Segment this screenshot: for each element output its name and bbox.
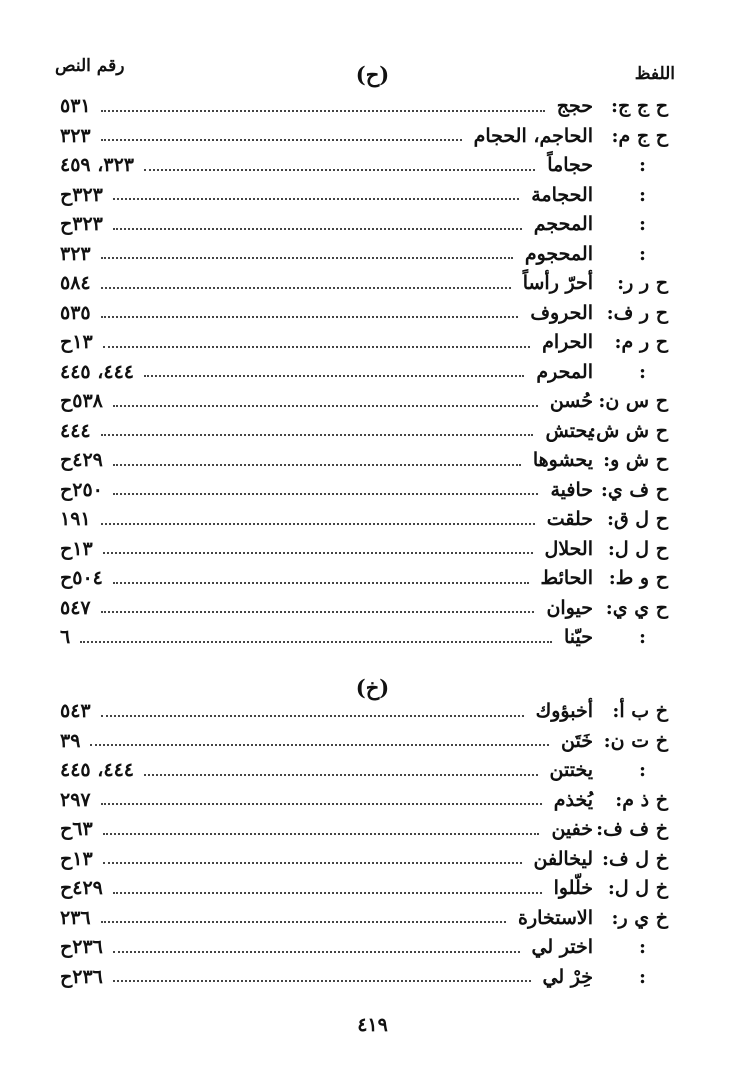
- index-entry: [60, 534, 668, 564]
- index-entry: [60, 327, 668, 357]
- dot-leader: [113, 227, 522, 230]
- entry-reference: ٥٨٤: [60, 272, 91, 294]
- entry-root: ح ل ل:: [607, 537, 668, 560]
- entry-word: المحرم: [536, 360, 593, 383]
- dot-leader: [101, 522, 535, 525]
- index-entry: [60, 873, 668, 903]
- entry-root: ح ج م:: [611, 124, 668, 147]
- dot-leader: [113, 492, 539, 495]
- entry-root: :: [638, 759, 646, 781]
- entry-root: :: [638, 936, 646, 958]
- entry-word: المحجم: [533, 213, 593, 235]
- section-title: (خ): [355, 675, 390, 700]
- page-number: ٤١٩: [357, 1014, 388, 1036]
- index-entry: [60, 239, 668, 269]
- dot-leader: [90, 743, 549, 746]
- dot-leader: [144, 168, 535, 171]
- entry-reference: ٤٤٤: [60, 419, 91, 442]
- index-entry: [60, 268, 668, 298]
- index-entry: [60, 150, 668, 180]
- entry-word: الحجامة: [531, 183, 593, 206]
- index-entry: [60, 932, 668, 962]
- entry-reference: ١٣ح: [60, 847, 93, 870]
- dot-leader: [101, 920, 506, 923]
- entry-reference: ٦٣ح: [60, 818, 93, 840]
- dot-leader: [113, 979, 531, 982]
- entry-root: خ ل ل:: [607, 877, 668, 899]
- index-entry: [60, 445, 668, 475]
- entry-word: يختتن: [549, 759, 593, 781]
- entry-reference: ٤٢٩ح: [60, 449, 103, 471]
- entry-reference: ٣٩: [60, 729, 81, 752]
- entry-word: الحروف: [530, 301, 593, 324]
- entry-reference: ٥٣٨ح: [60, 390, 103, 412]
- entry-root: ح و ط:: [608, 567, 668, 589]
- dot-leader: [113, 463, 521, 466]
- entry-root: خ ذ م:: [615, 788, 668, 811]
- entry-word: الحائط: [540, 567, 593, 589]
- entry-reference: ٤٤٤، ٤٤٥: [60, 360, 134, 383]
- entry-root: خ ف ف:: [596, 818, 668, 840]
- column-header-word: اللفظ: [634, 64, 675, 84]
- entry-root: :: [638, 183, 646, 206]
- column-header-text-number: رقم النص: [55, 56, 125, 76]
- entry-word: الحلال: [544, 537, 593, 560]
- entry-word: يحتش: [545, 419, 593, 442]
- entry-root: ح ف ي:: [600, 478, 668, 501]
- entry-root: خ ت ن:: [603, 729, 668, 752]
- entry-word: الحرام: [542, 331, 593, 353]
- entry-word: أحرّ رأساً: [522, 272, 593, 294]
- index-entry: [60, 563, 668, 593]
- dot-leader: [113, 581, 529, 584]
- dot-leader: [101, 256, 513, 259]
- index-entry: [60, 696, 668, 726]
- entry-reference: ١٣ح: [60, 331, 93, 353]
- dot-leader: [101, 138, 462, 141]
- entry-word: حيّنا: [563, 626, 593, 648]
- dot-leader: [113, 950, 520, 953]
- dot-leader: [113, 404, 538, 407]
- entry-root: :: [638, 360, 646, 383]
- entry-reference: ٥٤٣: [60, 700, 91, 722]
- entry-reference: ٢٣٦ح: [60, 936, 103, 958]
- entry-root: :: [638, 213, 646, 235]
- entry-word: ليخالفن: [533, 847, 593, 870]
- index-entry: [60, 386, 668, 416]
- index-entry: [60, 755, 668, 785]
- entry-word: اختر لي: [531, 936, 593, 958]
- entry-root: ح ر ر:: [617, 272, 668, 294]
- index-entry: [60, 622, 668, 652]
- index-entry: [60, 298, 668, 328]
- entry-reference: ٢٥٠ح: [60, 478, 103, 501]
- entry-root: :: [638, 154, 646, 176]
- dot-leader: [103, 551, 533, 554]
- entry-reference: ٣٢٣، ٤٥٩: [60, 154, 134, 176]
- section-title: (ح): [355, 62, 390, 87]
- entry-word: حجج: [556, 95, 593, 117]
- entry-word: الحاجم، الحجام: [473, 124, 593, 147]
- dot-leader: [103, 861, 522, 864]
- entry-reference: ٣٢٣: [60, 124, 91, 147]
- index-entry: [60, 962, 668, 992]
- entry-word: خَتَن: [561, 729, 593, 752]
- entry-reference: ٣٢٣ح: [60, 183, 103, 206]
- entry-reference: ٣٢٣: [60, 242, 91, 265]
- index-entry: [60, 475, 668, 505]
- dot-leader: [113, 891, 542, 894]
- entry-word: خفين: [551, 818, 593, 840]
- dot-leader: [101, 610, 535, 613]
- dot-leader: [101, 802, 542, 805]
- entry-word: أخبؤوك: [535, 700, 593, 722]
- entry-root: ح ي ي:: [605, 596, 668, 619]
- index-entry: [60, 903, 668, 933]
- entry-root: ح ر ف:: [606, 301, 668, 324]
- entry-word: الاستخارة: [518, 906, 593, 929]
- entry-word: حلقت: [546, 508, 593, 530]
- entry-word: حُسن: [549, 390, 593, 412]
- index-entry: [60, 593, 668, 623]
- entry-root: ح ش و:: [603, 449, 668, 471]
- entry-word: يحشوها: [532, 449, 593, 471]
- dot-leader: [101, 109, 545, 112]
- entry-word: المحجوم: [524, 242, 593, 265]
- dot-leader: [144, 773, 538, 776]
- entry-root: :: [638, 626, 646, 648]
- entry-reference: ٥٣٥: [60, 301, 91, 324]
- index-entry: [60, 844, 668, 874]
- index-entry: [60, 785, 668, 815]
- entry-reference: ٢٣٦ح: [60, 965, 103, 988]
- index-entry: [60, 209, 668, 239]
- index-entry: [60, 180, 668, 210]
- index-entry: [60, 416, 668, 446]
- entry-root: ح س ن:: [598, 390, 668, 412]
- entry-reference: ٤٤٤، ٤٤٥: [60, 759, 134, 781]
- entry-root: خ ل ف:: [601, 847, 668, 870]
- entry-root: ح ش ش:: [589, 419, 668, 442]
- dot-leader: [101, 433, 534, 436]
- dot-leader: [101, 286, 511, 289]
- index-entry: [60, 91, 668, 121]
- entry-root: خ ي ر:: [611, 906, 668, 929]
- dot-leader: [101, 714, 524, 717]
- entry-reference: ٤٢٩ح: [60, 877, 103, 899]
- entry-root: :: [638, 965, 646, 988]
- entry-word: خِرْ لي: [542, 965, 593, 988]
- entry-reference: ٢٣٦: [60, 906, 91, 929]
- dot-leader: [101, 315, 519, 318]
- entry-reference: ٥٤٧: [60, 596, 91, 619]
- entry-root: خ ب أ:: [612, 700, 668, 722]
- index-entry: [60, 121, 668, 151]
- dot-leader: [103, 345, 530, 348]
- index-entry: [60, 726, 668, 756]
- entry-reference: ٥٣١: [60, 95, 91, 117]
- entry-reference: ١٣ح: [60, 537, 93, 560]
- entry-word: حافية: [550, 478, 593, 501]
- entry-reference: ٢٩٧: [60, 788, 91, 811]
- entry-root: ح ج ج:: [610, 95, 668, 117]
- entry-reference: ٥٠٤ح: [60, 567, 103, 589]
- entry-word: حيوان: [546, 596, 593, 619]
- entry-word: حجاماً: [547, 154, 593, 176]
- entry-root: ح ل ق:: [606, 508, 668, 530]
- entry-root: :: [638, 242, 646, 265]
- entry-reference: ٣٢٣ح: [60, 213, 103, 235]
- dot-leader: [103, 832, 540, 835]
- entry-word: خلّلوا: [553, 877, 593, 899]
- entry-word: يُخذم: [553, 788, 593, 811]
- entry-reference: ٦: [60, 626, 71, 648]
- entry-root: ح ر م:: [614, 331, 668, 353]
- dot-leader: [113, 197, 519, 200]
- dot-leader: [144, 374, 524, 377]
- index-entry: [60, 814, 668, 844]
- index-entry: [60, 504, 668, 534]
- entry-reference: ١٩١: [60, 508, 91, 530]
- index-entry: [60, 357, 668, 387]
- dot-leader: [80, 640, 552, 643]
